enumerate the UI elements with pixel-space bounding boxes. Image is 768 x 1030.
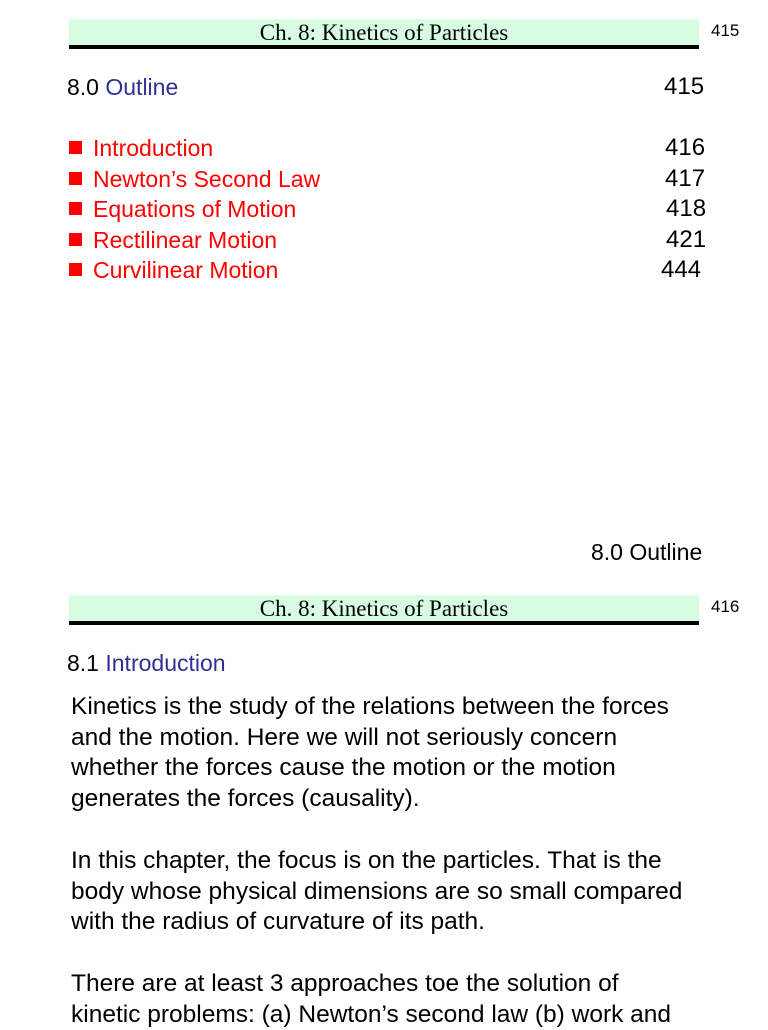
- outline-item-page: 421: [666, 226, 707, 253]
- paragraph-line: body whose physical dimensions are so small compared: [71, 877, 683, 905]
- square-bullet-icon: [69, 263, 82, 276]
- outline-item-page: 417: [665, 165, 706, 192]
- square-bullet-icon: [69, 202, 82, 215]
- paragraph-line: with the radius of curvature of its path.: [71, 908, 485, 936]
- outline-item-equations-of-motion: [69, 195, 296, 223]
- section-label: Introduction: [105, 650, 226, 676]
- section-heading: [67, 73, 178, 101]
- outline-item-page: 418: [666, 195, 707, 222]
- outline-item-rectilinear-motion: [69, 226, 277, 254]
- chapter-header-title: Ch. 8: Kinetics of Particles: [259, 20, 509, 45]
- body-paragraph: [71, 692, 741, 815]
- paragraph-line: and the motion. Here we will not seriously concern: [71, 723, 618, 751]
- paragraph-line: kinetic problems: (a) Newton’s second law (b) work and: [71, 1000, 672, 1028]
- outline-item-label: Equations of Motion: [93, 196, 297, 222]
- outline-item-label: Introduction: [93, 135, 214, 161]
- outline-item-label: Newton’s Second Law: [93, 166, 321, 192]
- page-number: 416: [711, 597, 740, 616]
- body-paragraph: [71, 969, 741, 1030]
- square-bullet-icon: [69, 233, 82, 246]
- chapter-header-bar: [69, 19, 699, 49]
- paragraph-line: generates the forces (causality).: [71, 785, 420, 813]
- section-number: 8.0: [67, 74, 99, 100]
- outline-item-page: 444: [661, 256, 702, 283]
- chapter-header-bar: [69, 595, 699, 625]
- outline-item-introduction: [69, 134, 213, 162]
- outline-item-label: Rectilinear Motion: [93, 227, 278, 253]
- paragraph-line: In this chapter, the focus is on the particles. That is the: [71, 847, 662, 874]
- paragraph-line: whether the forces cause the motion or the motion: [71, 754, 616, 782]
- section-number: 8.1: [67, 650, 99, 676]
- square-bullet-icon: [69, 172, 82, 185]
- outline-item-label: Curvilinear Motion: [93, 257, 279, 283]
- outline-item-page: 416: [665, 134, 706, 161]
- square-bullet-icon: [69, 141, 82, 154]
- section-label: Outline: [105, 74, 179, 100]
- paragraph-line: Kinetics is the study of the relations between the forces: [71, 693, 669, 720]
- section-page-number: 415: [664, 73, 705, 100]
- slide-footer-label: 8.0 Outline: [591, 539, 703, 565]
- outline-item-newtons-second-law: [69, 165, 320, 193]
- outline-item-curvilinear-motion: [69, 256, 278, 284]
- paragraph-line: There are at least 3 approaches toe the solution of: [71, 970, 619, 997]
- body-paragraph: [71, 846, 741, 938]
- chapter-header-title: Ch. 8: Kinetics of Particles: [259, 596, 509, 621]
- page-number: 415: [711, 21, 740, 40]
- section-heading: [67, 649, 226, 677]
